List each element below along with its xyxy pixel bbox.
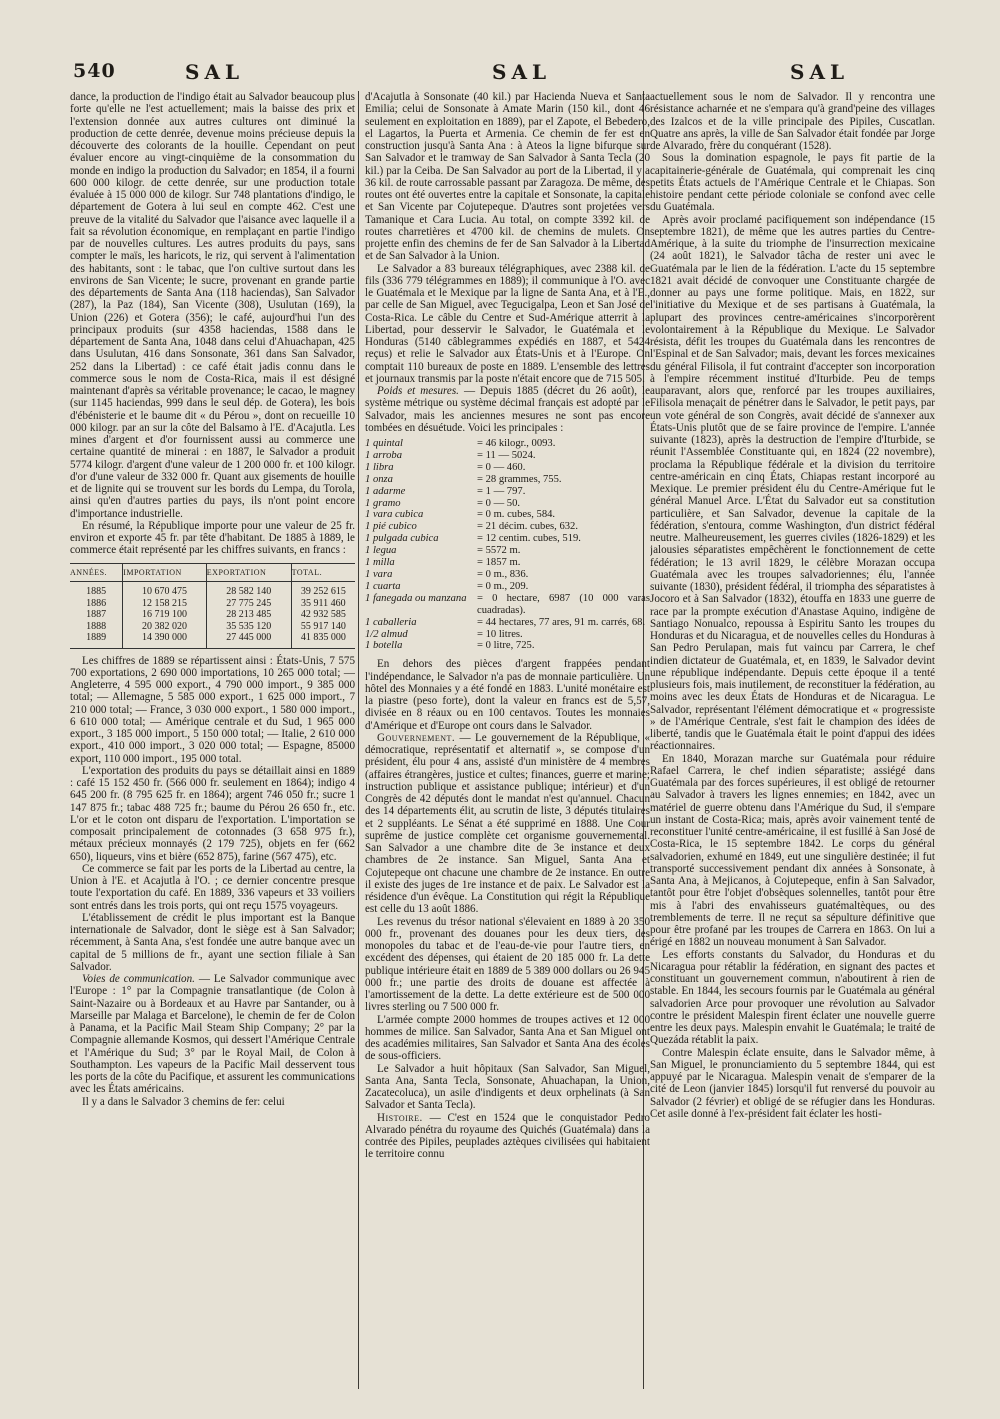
column-header-total: TOTAL. xyxy=(291,563,355,582)
section-histoire xyxy=(365,1112,650,1161)
unit-value: = 44 hectares, 77 ares, 91 m. carrés, 68. xyxy=(477,616,646,628)
unit-value: = 0 m., 209. xyxy=(477,580,529,592)
unit-name: 1 gramo xyxy=(365,497,401,509)
paragraph: Les revenus du trésor national s'élevaient en 1889 à 20 350 000 fr., provenant des douanes pour les deux tiers, des monopoles du tabac et de l'eau-de-vie pour l'autre tiers, en excédent des dépenses, qui étaient de 20 185 000 fr. La dette publique intérieure était en 1889 de 5 389 000 dollars ou 26 945 000 fr.; une partie des droits de douane est affectée à l'amortissement de la dette. La dette extérieure est de 500 000 livres sterling ou 7 500 000 fr. xyxy=(365,915,650,1014)
section-text: — Depuis 1885 (décret du 26 août), le système métrique ou système décimal français est adopté par le Salvador, mais les anciennes mesures ne sont pas encore tombées en désuétude. Voici les principales : xyxy=(365,385,650,434)
running-head-left: SAL xyxy=(185,60,245,84)
unit-name: 1 vara xyxy=(365,568,393,580)
unit-name: 1 libra xyxy=(365,461,394,473)
table-cell: 41 835 000 xyxy=(291,632,355,648)
table-cell: 1885 xyxy=(86,586,107,597)
table-row xyxy=(365,581,650,593)
table-cell: 20 382 020 xyxy=(123,621,207,633)
unit-name: 1 quintal xyxy=(365,438,403,449)
paragraph: Les efforts constants du Salvador, du Honduras et du Nicaragua pour rétablir la fédération, en signant des pactes et constituant un gouvernement commun, n'aboutirent à rien de stable. En 1844, les secours fournis par le Guatémala au général salvadorien Arce pour provoquer une révolution au Salvador contre le président Malespin firent éclater une nouvelle guerre entre les deux pays. Malespin envahit le Guatémala; le traité de Quezáda rétablit la paix. xyxy=(650,948,935,1047)
table-row xyxy=(365,557,650,569)
section-text: — C'est en 1524 que le conquistador Pedro Alvarado pénétra du royaume des Quichés (Guatémala) dans la contrée des Pipiles, peuplades aztèques civilisées qui habitaient le territoire connu xyxy=(365,1111,650,1161)
column-header-export: EXPORTATION xyxy=(206,563,291,582)
unit-name: 1 vara cubica xyxy=(365,509,424,521)
section-poids xyxy=(365,385,650,434)
table-row xyxy=(365,498,650,510)
table-cell: 14 390 000 xyxy=(123,632,207,648)
unit-value: = 0 — 460. xyxy=(477,461,526,473)
paragraph: actuellement sous le nom de Salvador. Il y rencontra une résistance acharnée et ne s'empara qu'à grand'peine des villages des Izalcos et de la ville principale des Pipiles, Cuscatlan. Quatre ans après, la ville de San Salvador était fondée par Jorge de Alvarado, frère du conquérant (1528). xyxy=(650,91,935,152)
section-voies xyxy=(70,973,355,1096)
column-header-import: IMPORTATION xyxy=(123,563,207,582)
table-row xyxy=(365,521,650,533)
unit-value: = 5572 m. xyxy=(477,545,521,557)
unit-name: 1 pié cubico xyxy=(365,521,417,533)
unit-name: 1 caballeria xyxy=(365,616,417,628)
unit-value: = 0 m., 836. xyxy=(477,568,529,580)
table-cell: 39 252 615 xyxy=(291,582,355,598)
unit-name: 1 pulgada cubica xyxy=(365,533,439,545)
unit-value: = 46 kilogr., 0093. xyxy=(477,438,556,449)
unit-name: 1 botella xyxy=(365,640,403,652)
trade-table xyxy=(70,563,355,649)
table-cell: 1887 xyxy=(86,609,107,620)
table-cell: 28 213 485 xyxy=(206,609,291,621)
column-rule-left xyxy=(358,91,359,1389)
unit-value: = 1857 m. xyxy=(477,557,521,569)
section-heading-poids: Poids et mesures. xyxy=(377,385,459,397)
page-number: 540 xyxy=(73,60,116,82)
section-heading-histoire: Histoire. xyxy=(377,1111,423,1124)
table-cell: 35 911 460 xyxy=(291,598,355,610)
unit-value: = 0 litre, 725. xyxy=(477,640,535,652)
table-cell: 27 445 000 xyxy=(206,632,291,648)
unit-name: 1 cuarta xyxy=(365,580,401,592)
paragraph: Contre Malespin éclate ensuite, dans le Salvador même, à San Miguel, le pronunciamiento du 5 septembre 1844, qui est appuyé par le Nicaragua. Malespin venait de s'emparer de la cité de Leon (janvier 1845) lorsqu'il fut renversé du pouvoir au Salvador (2 février) et obligé de se réfugier dans les Honduras. Cet asile donné à l'ex-président fait éclater les hosti- xyxy=(650,1046,935,1120)
table-row xyxy=(70,609,355,621)
table-cell: 35 535 120 xyxy=(206,621,291,633)
table-row xyxy=(365,629,650,641)
table-row xyxy=(365,450,650,462)
units-table xyxy=(365,438,650,652)
running-head-center: SAL xyxy=(492,60,552,84)
table-row xyxy=(70,598,355,610)
section-heading-gouvernement: Gouvernement. xyxy=(377,731,456,744)
unit-value: = 21 décim. cubes, 632. xyxy=(477,521,579,533)
table-cell: 28 582 140 xyxy=(206,582,291,598)
table-row xyxy=(365,462,650,474)
trade-table-header xyxy=(70,563,355,582)
table-cell: 12 158 215 xyxy=(123,598,207,610)
table-cell: 1888 xyxy=(86,620,107,632)
unit-name: 1 milla xyxy=(365,557,395,569)
table-row xyxy=(365,486,650,498)
paragraph: Le Salvador a huit hôpitaux (San Salvador, San Miguel, Santa Ana, Santa Tecla, Sonsonate, Ahuachapan, la Union, Zacatecoluca), un asile d'indigents et deux orphelinats (à San Salvador et Santa Tecla). xyxy=(365,1062,650,1112)
section-gouvernement xyxy=(365,732,650,916)
table-cell: 16 719 100 xyxy=(123,609,207,621)
paragraph: d'Acajutla à Sonsonate (40 kil.) par Hacienda Nueva et Santa Emilia; celui de Sonsonate à Amate Marin (150 kil., dont 46 seulement en exploitation en 1889), par el Zapote, el Bebedero, el Lagartos, la Puerta et Armenia. Ce chemin de fer est en construction jusqu'à Santa Ana : à Ateos la ligne bifurque sur San Salvador et le tramway de San Salvador à Santa Tecla (20 kil.) par la Ceiba. De San Salvador au port de la Libertad, il y a 36 kil. de route carrossable passant par Zaragoza. De même, des routes ont été ouvertes entre la capitale et Sonsonate, la capitale et San Vicente par Cojutepeque. D'autres sont projetées vers Tamanique et Cara Lucia. Au total, on compte 3392 kil. de routes charretières et 4700 kil. de chemins de mulets. On projette enfin des chemins de fer de San Salvador à la Libertad et de San Salvador à la Union. xyxy=(365,91,650,263)
paragraph: L'armée compte 2000 hommes de troupes actives et 12 000 hommes de milice. San Salvador, Santa Ana et San Miguel ont des académies militaires, San Salvador et Santa Ana des écoles de sous-officiers. xyxy=(365,1013,650,1063)
paragraph: En 1840, Morazan marche sur Guatémala pour réduire Rafael Carrera, le chef indien séparatiste; assiégé dans Guatémala par des forces supérieures, il est obligé de retourner au Salvador à travers les lignes ennemies; en 1842, avec un matériel de guerre obtenu dans l'Amérique du Sud, il s'empare un instant de Costa-Rica; mais, après avoir vainement tenté de reconstituer l'unité centre-américaine, il est fusillé à San José de Costa-Rica, le 15 septembre 1842. Le corps du général salvadorien, exhumé en 1849, eut une singulière destinée; il fut transporté successivement pendant dix années à Sonsonate, à Santa Ana, à Mejicanos, à Cojutepeque, enfin à San Salvador, tantôt pour être l'objet d'obsèques solennelles, tantôt pour être mis à l'abri des envahisseurs guatémaltèques, ou des tremblements de terre. Il ne reçut sa sépulture définitive que pour être profané par les troupes de Carrera en 1863. On lui a érigé en 1882 un nouveau monument à San Salvador. xyxy=(650,752,935,949)
table-cell: 10 670 475 xyxy=(123,582,207,598)
section-text: — Le Salvador communique avec l'Europe : 1° par la Compagnie transatlantique (de Colon à Saint-Nazaire ou à Bordeaux et au Havre par Santander, ou à Marseille par Malaga et Barcelone), le chemin de fer de Colon à Panama, et la Pacific Mail Steam Ship Company; 2° par la Compagnie allemande Kosmos, qui dessert l'Amérique Centrale et l'Amérique du Sud; 3° par le Royal Mail, de Colon à Southampton. Les vapeurs de la Pacific Mail desservent tous les ports de la côte du Pacifique, et assurent les communications avec les États américains. xyxy=(70,973,355,1096)
table-row xyxy=(365,509,650,521)
unit-name: 1 onza xyxy=(365,473,393,485)
unit-name: 1 arroba xyxy=(365,449,402,461)
unit-value: = 0 hectare, 6987 (10 000 varas cuadradas). xyxy=(477,592,650,616)
column-header-years: ANNÉES. xyxy=(70,563,123,582)
table-row xyxy=(70,632,355,648)
unit-value: = 12 centim. cubes, 519. xyxy=(477,533,581,545)
section-text: — Le gouvernement de la République, « démocratique, représentatif et alternatif », se compose d'un président, élu pour 4 ans, assisté d'un ministère de 4 membres (affaires étrangères, justice et cultes; finances, guerre et marine; instruction publique et assistance publique; intérieur) et d'un Congrès de 42 députés dont le mandat n'est qu'annuel. Chacun des 14 départements élit, au scrutin de liste, 3 députés titulaires et 2 suppléants. Le Sénat a été supprimé en 1888. Une Cour suprême de justice complète cet organisme gouvernemental. San Salvador a une chambre dite de 3e instance et deux chambres de 2e instance. San Miguel, Santa Ana et Cojutepeque ont chacune une chambre de 2e instance. En outre il existe des juges de 1re instance et de paix. Le Salvador est la résidence d'un évêque. La Constitution qui régit la République est celle du 13 août 1886. xyxy=(365,731,650,916)
table-row xyxy=(365,474,650,486)
running-head-right: SAL xyxy=(790,60,850,84)
unit-name: 1 fanegada ou manzana xyxy=(365,592,467,604)
unit-value: = 10 litres. xyxy=(477,628,523,640)
paragraph: dance, la production de l'indigo était au Salvador beaucoup plus forte qu'elle ne l'est actuellement; mais la baisse des prix et l'extension donnée aux autres cultures ont diminué la production de cette denrée, devenue moins précieuse depuis la découverte des colorants de la houille. Cependant on peut évaluer encore au vingt-cinquième de la consommation du monde en indigo la production du Salvador; en 1854, il a fourni 600 000 kilogr. de cette denrée, sur une production totale évaluée à 15 000 000 de kilogr. Sur 748 plantations d'indigo, le département de Gotera à lui seul en compte 462. C'est une preuve de la vitalité du Salvador que l'aisance avec laquelle il a fait sa révolution économique, en remplaçant en partie l'indigo par de nouvelles cultures. Les autres produits du pays, sans compter le maïs, les haricots, le riz, qui servent à l'alimentation des habitants, sont : le tabac, que l'on cultive surtout dans les environs de San Vicente; le sucre, provenant en grande partie des départements de Santa Ana (118 haciendas), San Salvador (287), la Paz (184), San Vicente (308), Usulutan (169), la Union (226) et Gotera (356); le café, aujourd'hui l'un des principaux produits (sur 4358 haciendas, 1588 dans le département de Santa Ana, 1048 dans celui d'Ahuachapan, 425 dans Usulutan, 416 dans Sonsonate, 361 dans San Salvador, 252 dans la Libertad) : ce café était jadis connu dans le commerce sous le nom de Costa-Rica, mais il est désigné maintenant d'après sa véritable provenance; le cacao, le magney (sur 1145 haciendas, 999 dans le seul dép. de Gotera), les bois d'ébénisterie et le baume dit « du Pérou », dont on recueille 10 000 kilogr. par an sur la côte del Balsamo à l'E. d'Acajutla. Les mines d'argent et d'or fournissent aussi au commerce une certaine quantité de minerai : en 1887, le Salvador a produit 5774 kilogr. d'argent d'une valeur de 1 200 000 fr. et 100 kilogr. d'or d'une valeur de 332 000 fr. Quant aux gisements de houille et de lignite qui se trouvent sur les bords du Lempa, du Torola, ainsi qu'en d'autres parties du pays, ils n'ont point encore d'importance industrielle. xyxy=(70,91,355,520)
table-row xyxy=(70,621,355,633)
column-2 xyxy=(365,91,650,1396)
column-3 xyxy=(650,91,935,1396)
paragraph: L'exportation des produits du pays se détaillait ainsi en 1889 : café 15 152 450 fr. (566 000 fr. seulement en 1864); indigo 4 645 200 fr. (8 795 625 fr. en 1864); argent 746 050 fr.; sucre 1 147 875 fr.; tabac 488 725 fr.; baume du Pérou 26 650 fr., etc. L'or et le coton ont disparu de l'exportation. L'importation se composait principalement de cotonnades (3 658 975 fr.), métaux précieux monnayés (2 179 725), objets en fer (662 650), liqueurs, vins et bière (652 875), farine (567 475), etc. xyxy=(70,764,355,863)
paragraph: Il y a dans le Salvador 3 chemins de fer: celui xyxy=(82,1095,285,1108)
unit-value: = 0 m. cubes, 584. xyxy=(477,509,556,521)
paragraph: En résumé, la République importe pour une valeur de 25 fr. environ et exporte 45 fr. par tête d'habitant. De 1885 à 1889, le commerce était représenté par les chiffres suivants, en francs : xyxy=(70,519,355,557)
table-row xyxy=(70,582,355,598)
unit-value: = 11 — 5024. xyxy=(477,449,536,461)
section-heading-voies: Voies de communication. xyxy=(82,973,195,985)
table-row xyxy=(365,533,650,545)
paragraph: Sous la domination espagnole, le pays fit partie de la capitainerie-générale de Guatémala, qui comprenait les cinq petits États actuels de l'Amérique Centrale et le Chiapas. Son histoire pendant cette période coloniale se confond avec celle du Guatémala. xyxy=(650,152,935,214)
unit-value: = 1 — 797. xyxy=(477,485,526,497)
table-cell: 1889 xyxy=(70,632,123,648)
unit-value: = 0 — 50. xyxy=(477,497,521,509)
paragraph: Après avoir proclamé pacifiquement son indépendance (15 septembre 1821), de même que les autres parties du Centre-Amérique, à la suite du triomphe de l'insurrection mexicaine (24 août 1821), le Salvador tâcha de rester uni avec le Guatémala par le lien de la fédération. L'acte du 15 septembre 1821 avait décidé de convoquer une Constituante chargée de donner au pays une forme politique. Mais, en 1822, sur l'initiative du Mexique et de ses partisans à Guatémala, la plupart des provinces centre-américaines s'incorporèrent volontairement à la République du Mexique. Le Salvador résista, défit les troupes du Guatémala dans les rencontres de l'Espinal et de San Salvador; mais, devant les forces mexicaines du général Filisola, il fut contraint d'accepter son incorporation à l'empire récemment institué d'Iturbide. Peu de temps auparavant, alors que, renforcé par les troupes auxiliaires, Filisola menaçait de pénétrer dans le Salvador, le petit pays, par un vote général de son Congrès, avait décidé de s'annexer aux États-Unis plutôt que de se faire province de l'empire. L'année suivante (1823), après la destruction de l'empire d'Iturbide, se réunit l'Assemblée Constituante qui, en 1824 (22 novembre), proclama la République fédérale et la division du territoire centre-américain en cinq États, Chiapas restant incorporé au Mexique. Le premier président élu du Centre-Amérique fut le général Manuel Arce. L'État du Salvador eut sa constitution particulière, et San Salvador, devenue la capitale de la fédération, s'entoura, comme Washington, d'un district fédéral neutre. Malheureusement, les guerres civiles (1826-1829) et les jalousies séparatistes empêchèrent le fonctionnement de cette fédération; le 13 avril 1829, le célèbre Morazan occupa Guatémala avec les troupes salvadoriennes; élu, l'année suivante (1830), président fédéral, il triompha des séparatistes à Jocoro et à San Salvador (1832), étouffa en 1833 une guerre de race par la prompte exécution d'Anastase Aquino, indigène de Santiago Nonualco, repoussa à Espiritu Santo les troupes du Honduras et du Nicaragua, et de nouvelles celles du Honduras à San Pedro Perulapan, mais fut vaincu par Carrera, le chef indien dictateur de Guatémala, et, en 1839, le Salvador devint une république indépendante. Depuis cette époque il a tenté plusieurs fois, mais inutilement, de reconstituer la fédération, au moins avec les deux États de Honduras et de Nicaragua. Le Salvador, représentant l'élément démocratique et « progressiste » de l'Amérique Centrale, s'est fait le champion des idées de liberté, tandis que le Guatémala était le point d'appui des idées réactionnaires. xyxy=(650,213,935,753)
table-row xyxy=(365,438,650,450)
table-cell: 42 932 585 xyxy=(291,609,355,621)
table-cell: 55 917 140 xyxy=(291,621,355,633)
paragraph: En dehors des pièces d'argent frappées pendant l'indépendance, le Salvador n'a pas de monnaie particulière. Un hôtel des Monnaies y a été fondé en 1883. L'unité monétaire est la piastre (peso forte), dont la valeur en francs est de 5,57, divisée en 8 réaux ou en 100 centavos. Toutes les monnaies d'Amérique et d'Europe ont cours dans le Salvador. xyxy=(365,658,650,732)
column-1 xyxy=(70,91,355,1396)
table-row xyxy=(365,593,650,617)
table-row xyxy=(365,617,650,629)
table-cell: 27 775 245 xyxy=(206,598,291,610)
paragraph: L'établissement de crédit le plus important est la Banque internationale de Salvador, dont le siège est à San Salvador; récemment, à Santa Ana, s'est fondée une autre banque avec un capital de 5 millions de fr., ayant une section filiale à San Salvador. xyxy=(70,911,355,973)
table-row xyxy=(365,640,650,652)
paragraph: Le Salvador a 83 bureaux télégraphiques, avec 2388 kil. de fils (336 779 télégrammes en 1889); il communique à l'O. avec le Guatémala et le Mexique par la ligne de Santa Ana, et à l'E., par celle de San Miguel, avec Tegucigalpa, Leon et San José de Costa-Rica. Le câble du Centre et Sud-Amérique atterrit à la Libertad, pour desservir le Salvador, le Guatémala et le Honduras (5140 câblegrammes expédiés en 1887, et 5424 reçus) et relie le Salvador aux États-Unis et à l'Europe. On comptait 110 bureaux de poste en 1889. L'ensemble des lettres et journaux transmis par la poste n'était encore que de 715 505. xyxy=(365,262,650,385)
table-row xyxy=(365,569,650,581)
unit-name: 1/2 almud xyxy=(365,628,408,640)
table-cell: 1886 xyxy=(86,597,107,609)
paragraph: Ce commerce se fait par les ports de la Libertad au centre, la Union à l'E. et Acajutla à l'O. ; ce dernier concentre presque toute l'exportation du café. En 1889, 336 vapeurs et 33 voiliers sont entrés dans les trois ports, qui ont reçu 1575 voyageurs. xyxy=(70,862,355,912)
unit-value: = 28 grammes, 755. xyxy=(477,473,562,485)
page-header xyxy=(0,52,1000,92)
table-row xyxy=(365,545,650,557)
unit-name: 1 adarme xyxy=(365,485,406,497)
unit-name: 1 legua xyxy=(365,545,397,557)
paragraph: Les chiffres de 1889 se répartissent ainsi : États-Unis, 7 575 700 exportations, 2 690 000 importations, 10 265 000 total; — Angleterre, 4 595 000 export., 4 790 000 import., 9 385 000 total; — Allemagne, 5 585 000 export., 1 625 000 import., 7 210 000 total; — France, 3 030 000 export., 1 580 000 import., 6 610 000 total; — Amérique centrale et du Sud, 1 965 000 export., 3 185 000 import., 5 150 000 total; — Italie, 2 610 000 export., 410 000 import., 3 020 000 total; — Espagne, 85000 export, 110 000 import., 195 000 total. xyxy=(70,654,355,765)
